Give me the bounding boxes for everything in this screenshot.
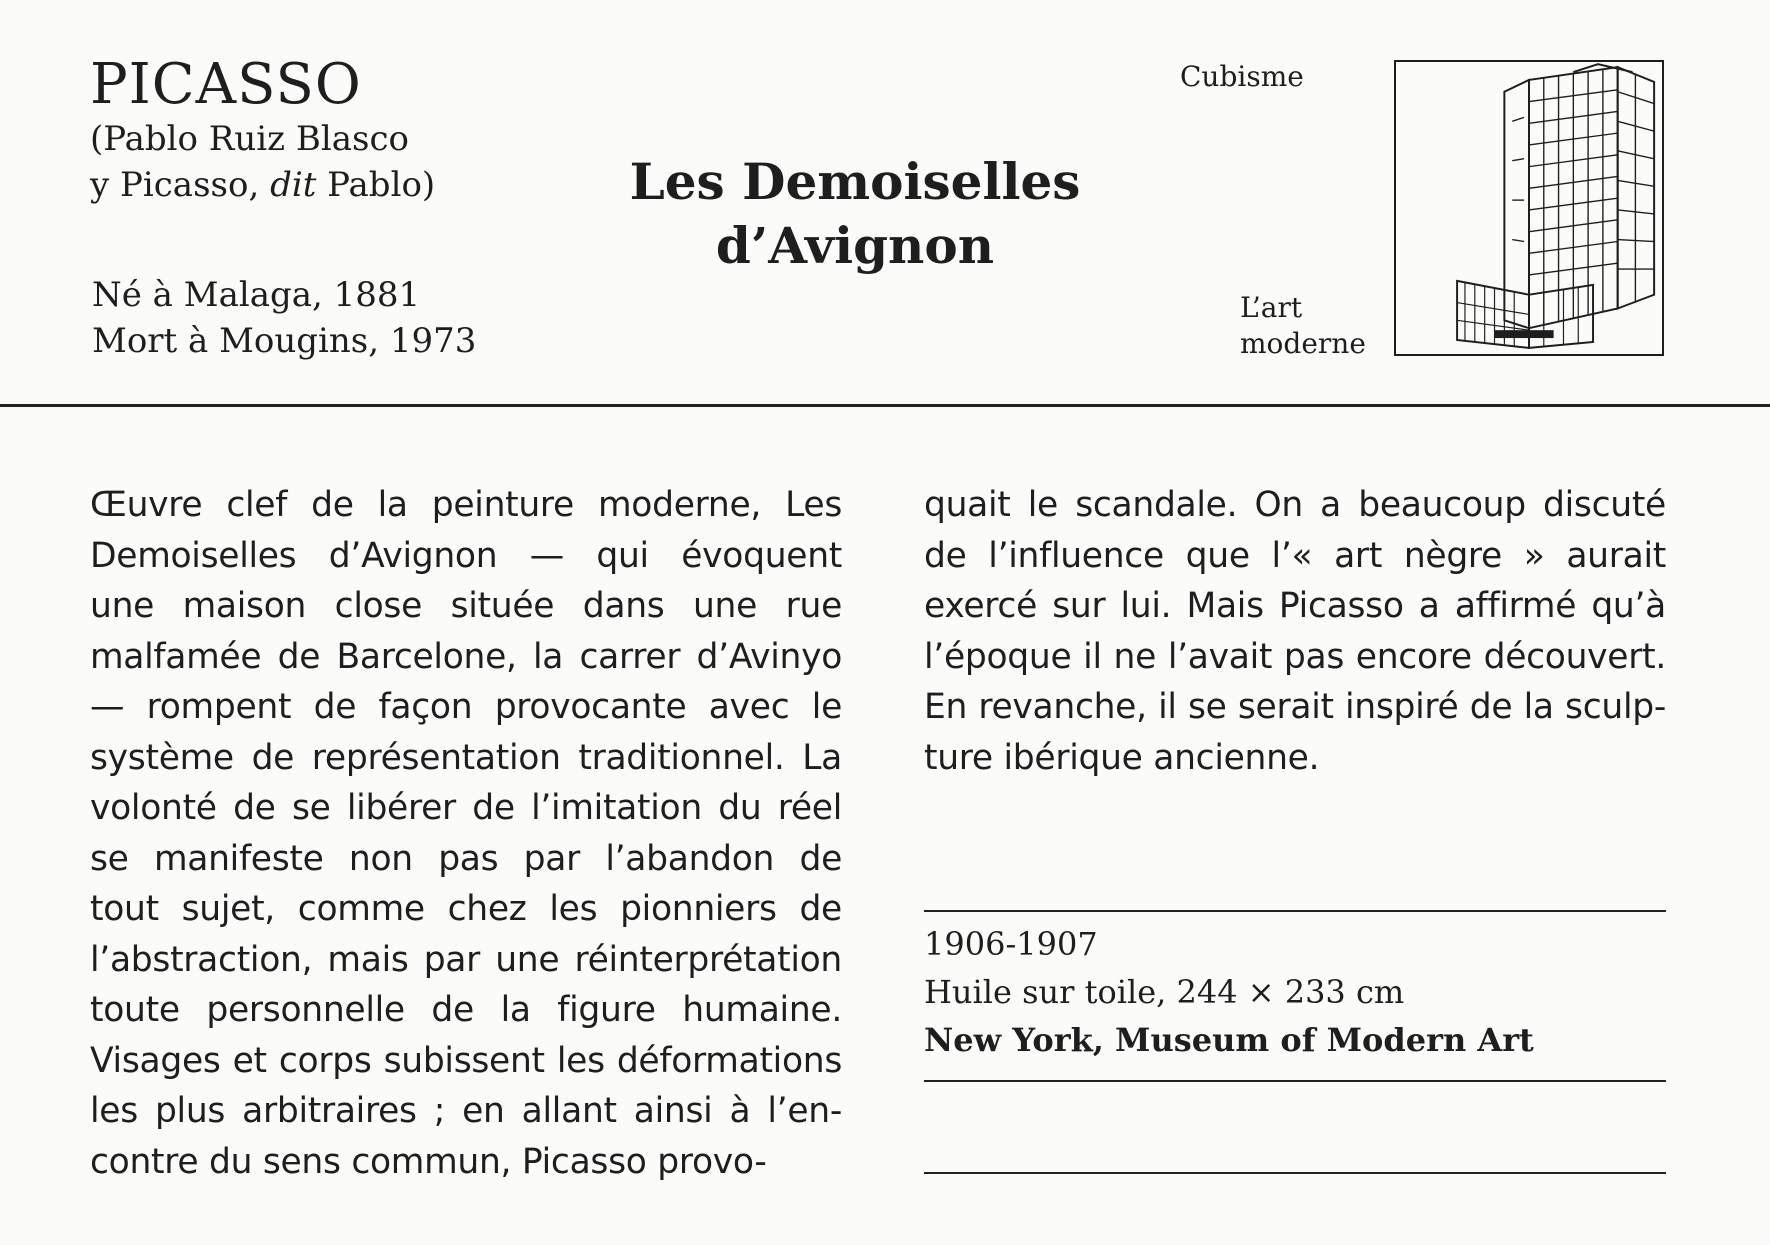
body-text-line: l’époque il ne l’avait pas encore découvert.: [924, 636, 1666, 677]
artist-full-name-part: y Picasso,: [90, 165, 271, 205]
artist-life-dates: [92, 272, 476, 364]
artwork-medium: Huile sur toile, 244 × 233 cm: [924, 973, 1405, 1011]
artist-full-name-line2: [90, 162, 435, 208]
artist-full-name: [90, 116, 435, 208]
artwork-title-line1: Les Demoiselles: [629, 152, 1081, 211]
body-text-line: Œuvre clef de la peinture moderne, Les: [90, 485, 842, 525]
movement-label: Cubisme: [1180, 60, 1304, 93]
body-text-line: l’abstraction, mais par une réinterprétation: [90, 939, 842, 980]
body-text-line: — rompent de façon provocante avec le: [90, 687, 842, 727]
body-text-line: quait le scandale. On a beaucoup discuté: [924, 485, 1666, 525]
body-text-line: contre du sens commun, Picasso provo-: [90, 1141, 767, 1182]
body-text-line: se manifeste non pas par l’abandon de: [90, 838, 842, 879]
body-text-line: malfamée de Barcelone, la carrer d’Avinyo: [90, 636, 842, 677]
details-rule-middle: [924, 1080, 1666, 1082]
artist-name: PICASSO: [90, 52, 362, 117]
artist-full-name-italic: dit: [270, 165, 317, 205]
birth-info: Né à Malaga, 1881: [92, 275, 421, 315]
description-right-column: [924, 480, 1666, 783]
era-label: [1240, 290, 1366, 362]
details-rule-top: [924, 910, 1666, 912]
body-text-line: de l’influence que l’« art nègre » aurait: [924, 535, 1666, 576]
artwork-details: [924, 920, 1534, 1064]
body-text-line: Visages et corps subissent les déformations: [90, 1040, 842, 1081]
body-text-line: une maison close située dans une rue: [90, 586, 842, 626]
description-left-column: [90, 480, 842, 1187]
body-text-line: Demoiselles d’Avignon — qui évoquent: [90, 535, 842, 576]
body-text-line: ture ibérique ancienne.: [924, 737, 1320, 778]
details-rule-bottom: [924, 1172, 1666, 1174]
era-label-line1: L’art: [1240, 291, 1303, 324]
artwork-date: 1906-1907: [924, 925, 1098, 963]
artist-full-name-part: Pablo): [316, 165, 436, 205]
body-text-line: volonté de se libérer de l’imitation du réel: [90, 788, 842, 828]
artist-full-name-line1: (Pablo Ruiz Blasco: [90, 119, 409, 159]
body-text-line: système de représentation traditionnel. La: [90, 737, 842, 778]
artwork-title: [560, 150, 1150, 278]
body-text-line: tout sujet, comme chez les pionniers de: [90, 889, 842, 929]
death-info: Mort à Mougins, 1973: [92, 321, 477, 361]
body-text-line: exercé sur lui. Mais Picasso a affirmé qu’à: [924, 586, 1666, 626]
skyscraper-icon: [1394, 60, 1664, 356]
era-label-line2: moderne: [1240, 327, 1366, 360]
body-text-line: les plus arbitraires ; en allant ainsi à l’en-: [90, 1091, 842, 1131]
header-divider: [0, 404, 1770, 407]
artwork-location: New York, Museum of Modern Art: [924, 1021, 1534, 1059]
body-text-line: toute personnelle de la figure humaine.: [90, 990, 842, 1030]
artwork-title-line2: d’Avignon: [715, 216, 995, 275]
body-text-line: En revanche, il se serait inspiré de la sculp-: [924, 687, 1666, 727]
